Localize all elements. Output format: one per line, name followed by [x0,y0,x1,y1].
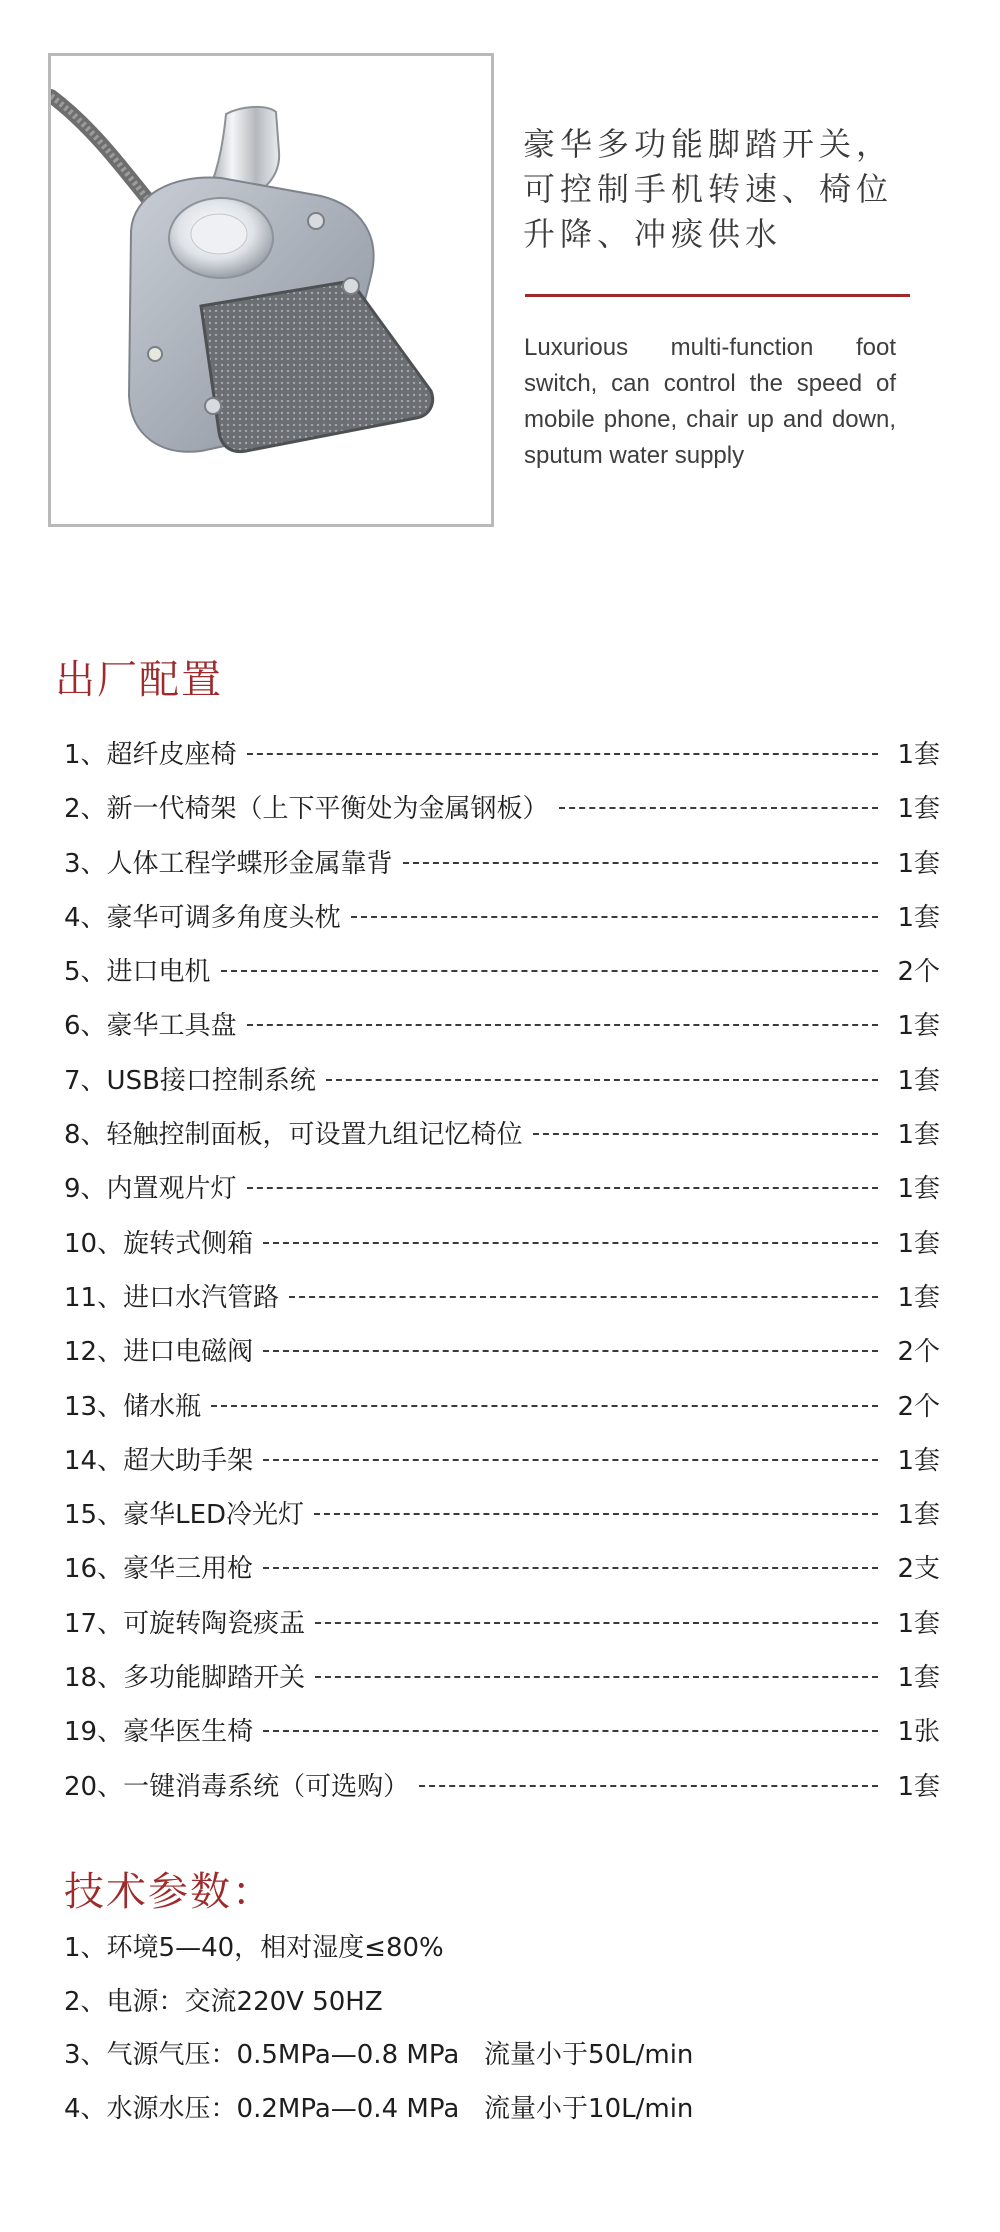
config-item [64,1114,940,1168]
dotted-leader [221,970,878,972]
config-item-qty: 1套 [897,902,940,933]
config-item [64,1548,940,1602]
config-item-qty: 1套 [897,794,940,825]
config-item-qty: 1套 [897,740,940,770]
product-description-cn: 豪华多功能脚踏开关，可控制手机转速、椅位升降、冲痰供水 [523,125,894,253]
config-item [64,1440,940,1494]
config-item-label: 5、进口电机 [64,957,211,988]
config-item-qty: 1套 [897,1174,940,1205]
config-item [64,1657,940,1711]
config-item-label: 18、多功能脚踏开关 [64,1663,306,1694]
config-item-qty: 2个 [897,957,940,988]
config-item-qty: 1套 [897,1445,940,1476]
dotted-leader [314,1513,878,1515]
product-description-en: Luxurious multi-function foot switch, can control the speed of mobile phone, chair up and down, sputum water supply [524,334,896,469]
config-item-label: 14、超大助手架 [64,1445,254,1476]
config-item-qty: 1套 [897,1228,940,1259]
config-item [64,1603,940,1657]
dotted-leader [403,862,878,864]
dotted-leader [263,1459,878,1461]
config-item-label: 2、新一代椅架（上下平衡处为金属钢板） [64,794,549,825]
config-item-label: 4、豪华可调多角度头枕 [64,902,341,933]
config-item-qty: 1套 [897,1663,940,1694]
config-item-qty: 1套 [897,848,940,879]
config-item-qty: 1套 [897,1065,940,1096]
dotted-leader [247,1024,878,1026]
dotted-leader [247,1187,878,1189]
description-divider [525,294,910,297]
dotted-leader [419,1785,878,1787]
config-item-qty: 1套 [897,1771,940,1802]
config-item-label: 13、储水瓶 [64,1391,202,1422]
config-item [64,1386,940,1440]
config-item-label: 19、豪华医生椅 [64,1717,254,1748]
config-item [64,1060,940,1114]
config-item [64,1168,940,1222]
dotted-leader [326,1079,878,1081]
config-item [64,897,940,951]
config-item-label: 11、进口水汽管路 [64,1282,280,1313]
dotted-leader [315,1622,878,1624]
config-list [64,734,940,1820]
config-item-label: 7、USB接口控制系统 [64,1065,316,1096]
dotted-leader [263,1730,878,1732]
dotted-leader [533,1133,878,1135]
config-item-label: 10、旋转式侧箱 [64,1228,254,1259]
config-item [64,1277,940,1331]
config-item-label: 1、超纤皮座椅 [64,740,237,770]
config-item-qty: 1套 [897,1011,940,1042]
config-item-qty: 2支 [897,1554,940,1585]
config-item-label: 9、内置观片灯 [64,1174,237,1205]
spec-item: 4、水源水压：0.2MPa—0.4 MPa 流量小于10L/min [64,2093,694,2124]
config-item [64,1223,940,1277]
dotted-leader [559,807,878,809]
config-item-label: 12、进口电磁阀 [64,1337,254,1368]
dotted-leader [315,1676,878,1678]
config-item-label: 6、豪华工具盘 [64,1011,237,1042]
config-item-label: 8、轻触控制面板，可设置九组记忆椅位 [64,1120,523,1151]
config-item-label: 17、可旋转陶瓷痰盂 [64,1608,306,1639]
spec-item: 3、气源气压：0.5MPa—0.8 MPa 流量小于50L/min [64,2040,694,2070]
config-item-label: 16、豪华三用枪 [64,1554,254,1585]
product-image-frame [48,53,494,527]
config-item-qty: 1套 [897,1500,940,1531]
config-item-label: 15、豪华LED冷光灯 [64,1500,305,1531]
spec-item: 1、环境5—40，相对湿度≤80% [64,1933,444,1963]
config-item-qty: 1套 [897,1120,940,1151]
config-item [64,843,940,897]
config-item [64,951,940,1005]
dotted-leader [263,1242,878,1244]
dotted-leader [263,1567,878,1569]
dotted-leader [247,753,878,755]
foot-switch-image [51,56,491,524]
config-item [64,788,940,842]
config-item-qty: 2个 [897,1391,940,1422]
config-item [64,1766,940,1820]
config-item [64,1331,940,1385]
config-item [64,1711,940,1765]
config-item [64,1005,940,1059]
config-item-label: 3、人体工程学蝶形金属靠背 [64,848,393,879]
dotted-leader [263,1350,878,1352]
config-item-qty: 1套 [897,1282,940,1313]
config-item-qty: 1张 [897,1717,940,1748]
config-item-label: 20、一键消毒系统（可选购） [64,1771,410,1802]
dotted-leader [211,1405,878,1407]
config-item [64,1494,940,1548]
config-item [64,734,940,788]
spec-item: 2、电源：交流220V 50HZ [64,1986,383,2017]
config-section-title: 出厂配置 [55,657,223,703]
dotted-leader [289,1296,878,1298]
dotted-leader [351,916,878,918]
config-item-qty: 2个 [897,1337,940,1368]
spec-section-title: 技术参数： [64,1869,274,1915]
spec-list [64,1922,940,2136]
config-item-qty: 1套 [897,1608,940,1639]
